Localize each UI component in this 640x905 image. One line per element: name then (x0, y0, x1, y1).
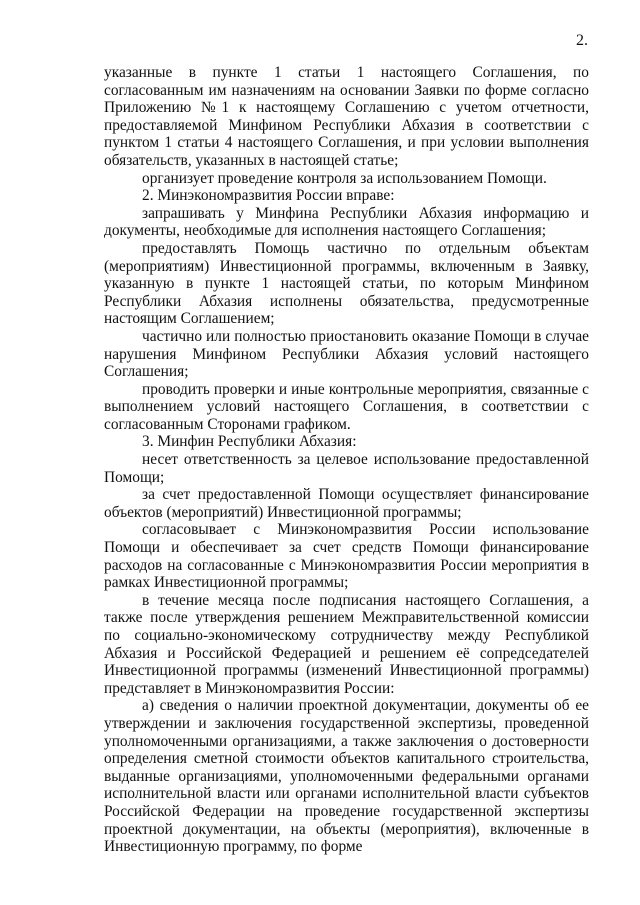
paragraph-inspections: проводить проверки и иные контрольные мероприятия, связанные с выполнением условий настоящего Соглашения, в соответствии с согласованным Сторонами графиком. (104, 380, 589, 433)
section-heading-2: 2. Минэкономразвития России вправе: (142, 187, 395, 205)
paragraph-control: организует проведение контроля за использованием Помощи. (142, 169, 547, 187)
paragraph-responsibility: несет ответственность за целевое использование предоставленной Помощи; (104, 451, 589, 486)
paragraph-financing: за счет предоставленной Помощи осуществляет финансирование объектов (мероприятий) Инвестиционной программы; (104, 486, 589, 521)
paragraph-item-a: а) сведения о наличии проектной документации, документы об ее утверждении и заключения государственной экспертизы, проведенной уполномоченными организациями, а также заключения о достоверности определения сметной стоимости объектов капитального строительства, выданные организациями, уполномоченными федеральными органами исполнительной власти или органами исполнительной власти субъектов Российской Федерации на проведение государственной экспертизы проектной документации, на объекты (мероприятия), включенные в Инвестиционную программу, по форме (104, 697, 589, 856)
paragraph-request-info: запрашивать у Минфина Республики Абхазия информацию и документы, необходимые для исполнения настоящего Соглашения; (104, 204, 589, 240)
paragraph-partial-provision: предоставлять Помощь частично по отдельным объектам (мероприятиям) Инвестиционной программы, включенным в Заявку, указанную в пункте 1 настоящей статьи, по которым Минфином Республики Абхазия исполнены обязательства, предусмотренные настоящим Соглашением; (104, 239, 589, 328)
paragraph-suspend-aid: частично или полностью приостановить оказание Помощи в случае нарушения Минфином Республики Абхазия условий настоящего Соглашения; (104, 327, 589, 381)
section-heading-3: 3. Минфин Республики Абхазия: (142, 433, 357, 451)
document-body (104, 64, 589, 856)
paragraph-within-month: в течение месяца после подписания настоящего Соглашения, а также после утверждения решением Межправительственной комиссии по социально-экономическому сотрудничеству между Республикой Абхазия и Российской Федерацией и решением её сопредседателей Инвестиционной программы (изменений Инвестиционной программы) представляет в Минэкономразвития России: (104, 591, 589, 697)
paragraph-coordination: согласовывает с Минэкономразвития России использование Помощи и обеспечивает за счет средств Помощи финансирование расходов на согласованные с Минэкономразвития России мероприятия в рамках Инвестиционной программы; (104, 521, 589, 592)
page-number: 2. (576, 32, 588, 49)
paragraph-continuation: указанные в пункте 1 статьи 1 настоящего Соглашения, по согласованным им назначениям на основании Заявки по форме согласно Приложению №1 к настоящему Соглашению с учетом отчетности, предоставляемой Минфином Республики Абхазия в соответствии с пунктом 1 статьи 4 настоящего Соглашения, и при условии выполнения обязательств, указанных в настоящей статье; (104, 64, 589, 169)
